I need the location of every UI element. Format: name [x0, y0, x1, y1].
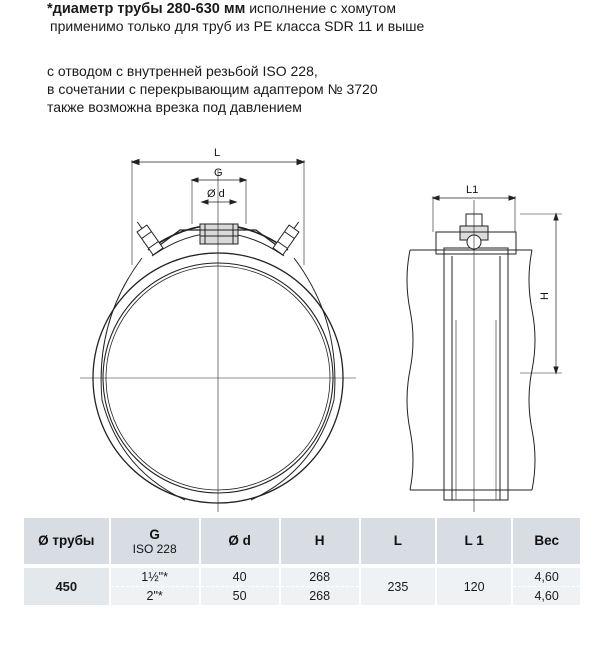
- cell-pipe-diameter: 450: [24, 566, 110, 605]
- dim-G-label: G: [214, 167, 223, 179]
- dim-L-label: L: [214, 147, 221, 159]
- note-2: в сочетании с перекрывающим адаптером № 3720: [47, 81, 378, 97]
- note-1: с отводом с внутренней резьбой ISO 228,: [47, 63, 318, 79]
- col-length-l1: L 1: [436, 518, 512, 566]
- col-weight: Вес: [512, 518, 580, 566]
- cell-l1: 120: [436, 566, 512, 605]
- note-3: также возможна врезка под давлением: [47, 99, 302, 115]
- front-view: [80, 160, 356, 513]
- table-row: [24, 566, 580, 587]
- col-thread-g: G ISO 228: [110, 518, 200, 566]
- cell-h: 268: [280, 587, 360, 606]
- col-pipe-diameter: Ø трубы: [24, 518, 110, 566]
- cell-weight: 4,60: [512, 566, 580, 587]
- table-header-row: [24, 518, 580, 566]
- cell-h: 268: [280, 566, 360, 587]
- cell-l: 235: [360, 566, 436, 605]
- col-outlet-d: Ø d: [200, 518, 280, 566]
- header-line2: применимо только для труб из PE класса SDR 11 и выше: [50, 18, 425, 34]
- cell-g: 1½"*: [110, 566, 200, 587]
- cell-g: 2"*: [110, 587, 200, 606]
- dim-L1-label: L1: [466, 184, 479, 196]
- col-height-h: H: [280, 518, 360, 566]
- spec-table: [24, 518, 580, 605]
- header-title-rest: исполнение с хомутом: [249, 0, 396, 16]
- cell-weight: 4,60: [512, 587, 580, 606]
- dim-H-label: H: [539, 292, 551, 300]
- col-length-l: L: [360, 518, 436, 566]
- cell-d: 50: [200, 587, 280, 606]
- header-title-bold: *диаметр трубы 280-630 мм: [47, 1, 246, 17]
- side-view: [407, 196, 562, 512]
- dim-d-label: Ø d: [207, 188, 225, 200]
- cell-d: 40: [200, 566, 280, 587]
